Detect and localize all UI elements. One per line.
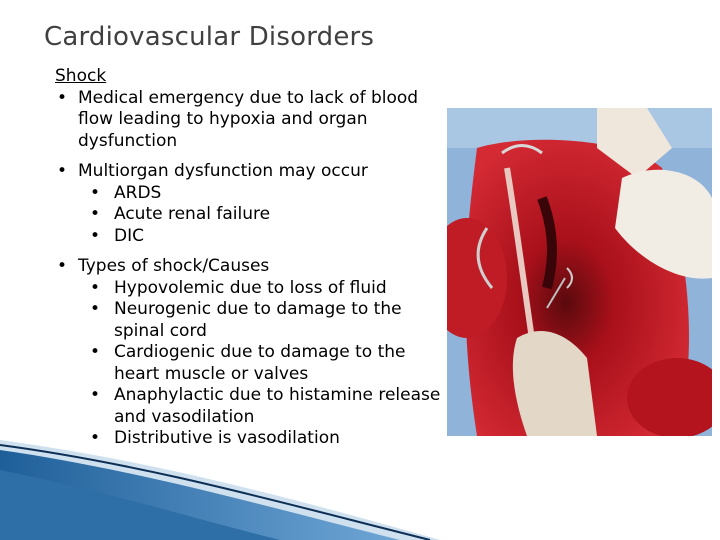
slide-content: [55, 66, 455, 450]
bullet-text: Multiorgan dysfunction may occur: [78, 161, 368, 181]
sub-bullet-item: • Anaphylactic due to histamine release and vasodilation: [78, 385, 455, 428]
section-heading: Shock: [55, 66, 107, 86]
sub-bullet-list: [78, 278, 455, 450]
surgery-photo: [447, 108, 712, 436]
bullet-item: [55, 256, 455, 450]
slide-title: Cardiovascular Disorders: [44, 22, 375, 52]
sub-bullet-item: • Hypovolemic due to loss of fluid: [78, 278, 455, 300]
bullet-list: [55, 88, 455, 450]
bullet-item: [55, 161, 455, 247]
bullet-item: [55, 88, 455, 153]
sub-bullet-item: • Neurogenic due to damage to the spinal cord: [78, 299, 455, 342]
bullet-text: Medical emergency due to lack of blood flow leading to hypoxia and organ dysfunction: [78, 87, 419, 151]
sub-bullet-list: [78, 183, 455, 248]
sub-bullet-item: • Acute renal failure: [78, 204, 455, 226]
sub-bullet-item: • DIC: [78, 226, 455, 248]
sub-bullet-item: • ARDS: [78, 183, 455, 205]
bullet-text: Types of shock/Causes: [78, 256, 270, 276]
sub-bullet-item: • Distributive is vasodilation: [78, 428, 455, 450]
slide-decoration: [0, 440, 720, 540]
sub-bullet-item: • Cardiogenic due to damage to the heart muscle or valves: [78, 342, 455, 385]
